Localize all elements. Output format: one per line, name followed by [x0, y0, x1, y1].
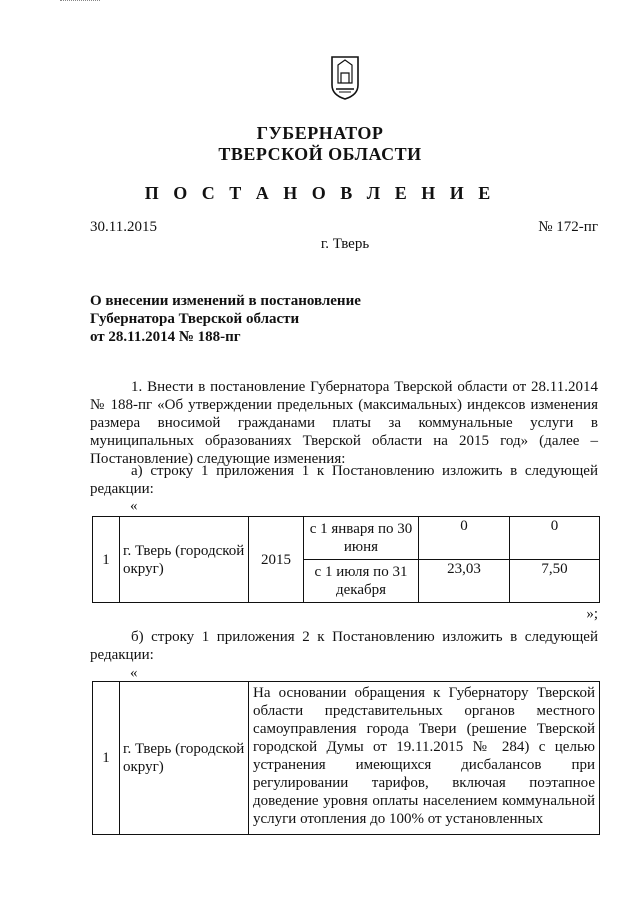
close-quote: »; [586, 606, 598, 622]
subject-line: от 28.11.2014 № 188-пг [90, 329, 241, 345]
document-city: г. Тверь [320, 236, 370, 252]
document-date: 30.11.2015 [90, 219, 157, 235]
index-value-cell: 7,50 [510, 560, 600, 603]
subject-line: Губернатора Тверской области [90, 311, 300, 327]
document-type: П О С Т А Н О В Л Е Н И Е [144, 183, 496, 203]
justification-cell: На основании обращения к Губернатору Тверской области представительных органов местного самоуправления города Твери (решение Тверской городской Думы от 19.11.2015 № 284) с целью устранения имеющихся дисбалансов при регулировании тарифов, включая поэтапное доведение уровня оплаты населением коммунальной услуги отопления до 100% от установленных [249, 682, 600, 835]
open-quote: « [130, 665, 138, 681]
row-number: 1 [93, 517, 120, 603]
period-cell: с 1 июля по 31 декабря [304, 560, 419, 603]
year-cell: 2015 [249, 517, 304, 603]
document-subject [90, 292, 361, 346]
index-value-cell: 0 [510, 517, 600, 560]
index-value-cell: 0 [419, 517, 510, 560]
issuer-region: ТВЕРСКОЙ ОБЛАСТИ [218, 144, 422, 164]
paragraph-1: 1. Внести в постановление Губернатора Тверской области от 28.11.2014 № 188-пг «Об утверждении предельных (максимальных) индексов изменения размера вносимой гражданами платы за коммунальные услуги в муниципальных образованиях Тверской области на 2015 год» (далее – Постановление) следующие изменения: [90, 379, 598, 467]
open-quote: « [130, 498, 138, 514]
row-number: 1 [93, 682, 120, 835]
table-row [93, 517, 600, 560]
issuer-title: ГУБЕРНАТОР [256, 123, 384, 143]
document-number: № 172-пг [538, 219, 598, 235]
paragraph-a: а) строку 1 приложения 1 к Постановлению изложить в следующей редакции: [90, 463, 598, 497]
appendix-1-table [92, 516, 600, 603]
table-row [93, 682, 600, 835]
municipality-cell: г. Тверь (городской округ) [120, 517, 249, 603]
subject-line: О внесении изменений в постановление [90, 293, 361, 309]
paragraph-b: б) строку 1 приложения 2 к Постановлению изложить в следующей редакции: [90, 629, 598, 663]
scan-edge-mark [60, 0, 100, 1]
appendix-2-table [92, 681, 600, 835]
period-cell: с 1 января по 30 июня [304, 517, 419, 560]
municipality-cell: г. Тверь (городской округ) [120, 682, 249, 835]
tver-coat-of-arms-icon [330, 55, 360, 100]
index-value-cell: 23,03 [419, 560, 510, 603]
